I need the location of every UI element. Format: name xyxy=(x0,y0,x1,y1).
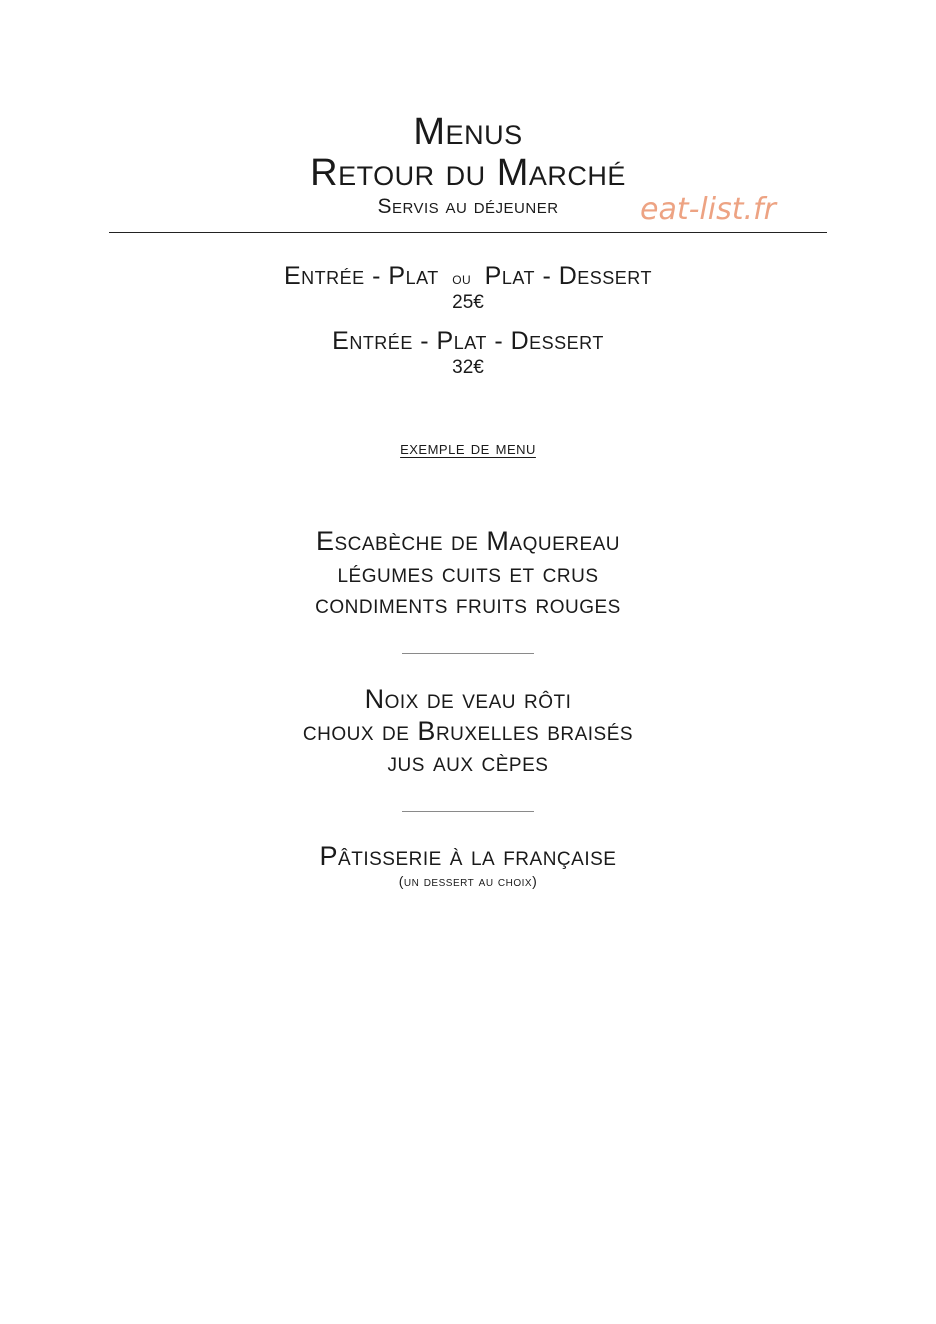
main-line: jus aux cèpes xyxy=(387,747,549,777)
starter-line: condiments fruits rouges xyxy=(315,589,621,619)
formula-two-courses-price: 25€ xyxy=(452,292,484,313)
formula-two-courses xyxy=(0,261,936,294)
menu-subtitle-title: Retour du Marché xyxy=(310,152,626,194)
example-menu-heading: exemple de menu xyxy=(400,438,536,459)
main-line: choux de Bruxelles braisés xyxy=(302,715,634,746)
main-course xyxy=(0,684,936,779)
formula-or: ou xyxy=(452,269,472,288)
course-divider xyxy=(402,653,534,654)
formula-three-courses: Entrée - Plat - Dessert xyxy=(332,327,604,355)
starter-line: légumes cuits et crus xyxy=(337,557,599,588)
formula-option-right: Plat - Dessert xyxy=(484,262,652,290)
dessert-note: (un dessert au choix) xyxy=(398,873,538,889)
menu-title: Menus xyxy=(413,111,523,153)
starter-line: Escabèche de Maquereau xyxy=(315,526,621,556)
starter-course xyxy=(0,526,936,621)
service-note: Servis au déjeuner xyxy=(377,195,559,218)
watermark-logo: eat-list.fr xyxy=(640,192,776,227)
formula-three-courses-price: 32€ xyxy=(452,357,484,378)
header-divider xyxy=(109,232,827,233)
main-line: Noix de veau rôti xyxy=(364,684,572,714)
formula-option-left: Entrée - Plat xyxy=(284,262,439,290)
dessert-course: Pâtisserie à la française xyxy=(319,841,617,871)
course-divider xyxy=(402,811,534,812)
